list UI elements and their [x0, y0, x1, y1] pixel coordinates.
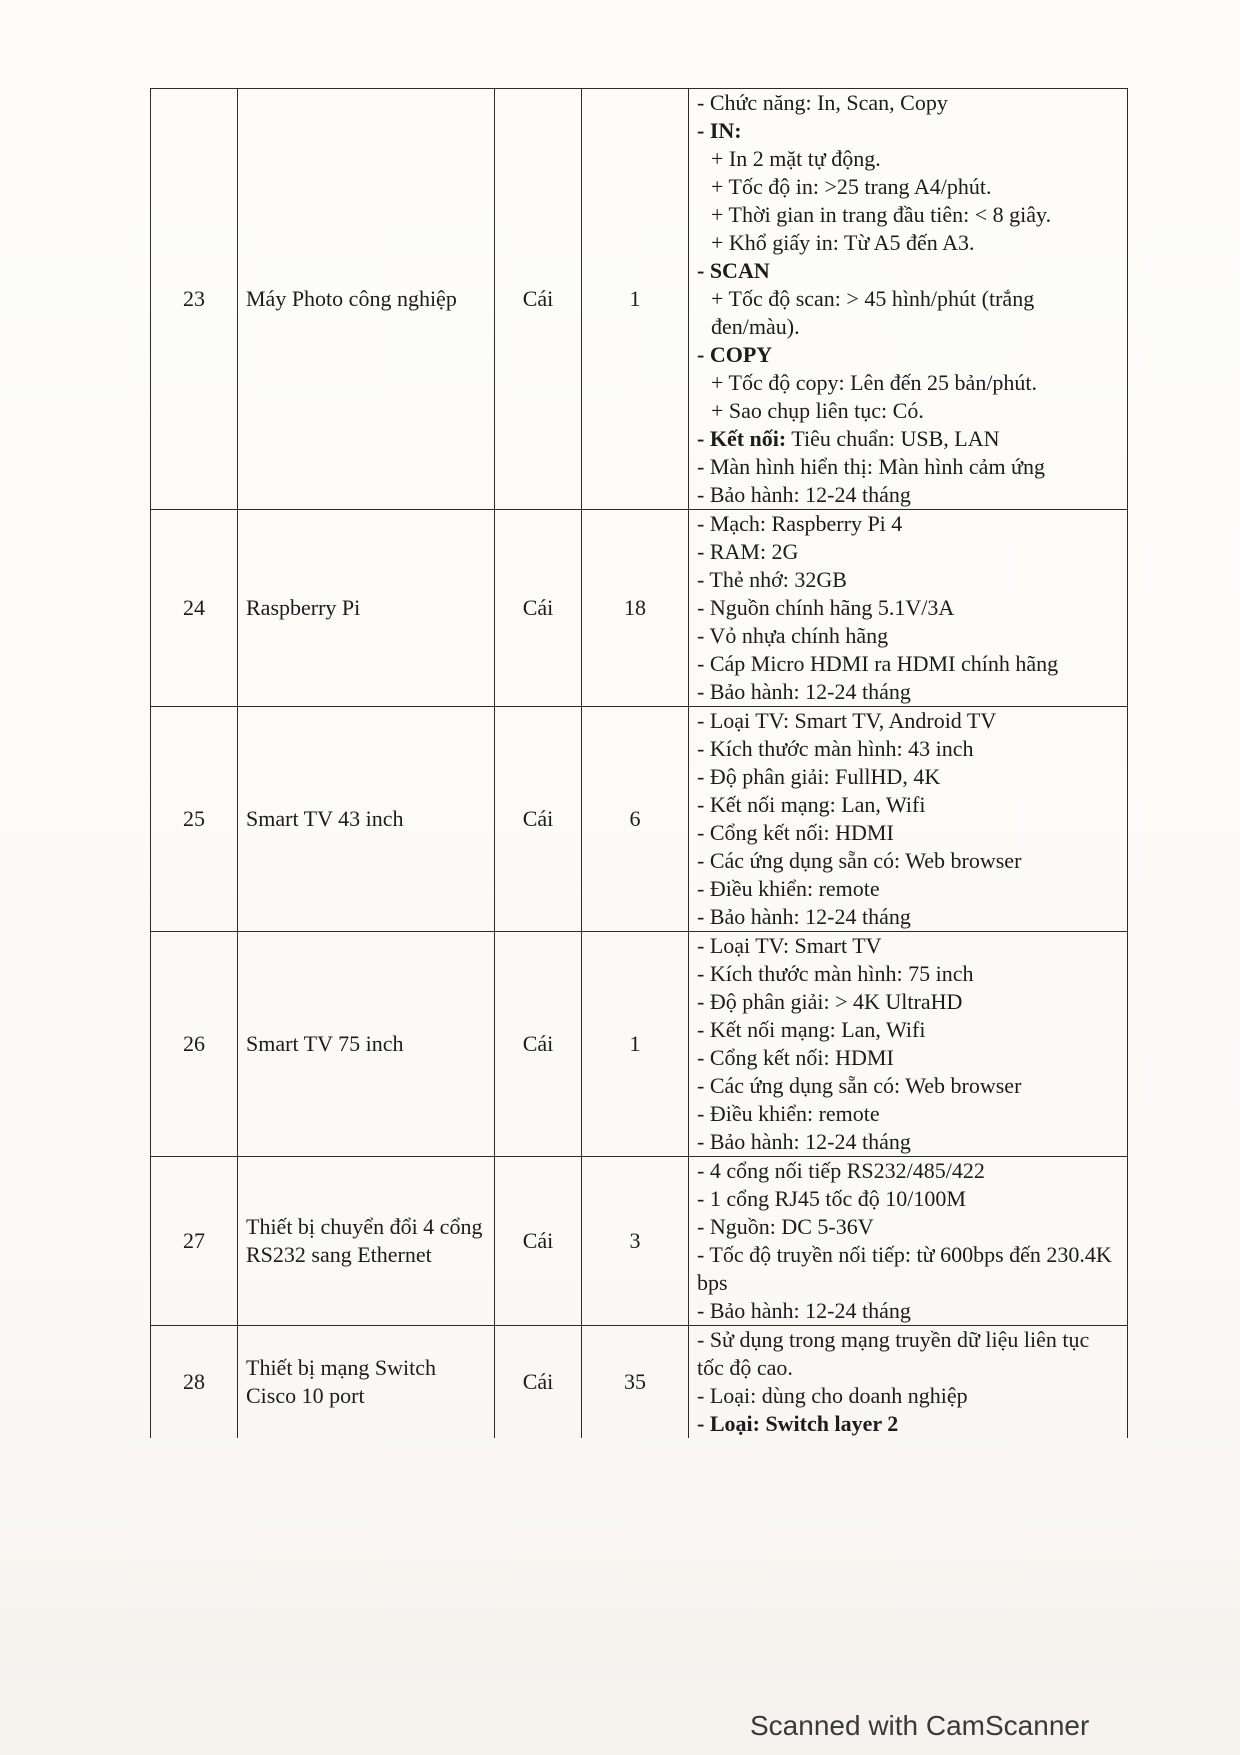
spec-line: - Kích thước màn hình: 75 inch [697, 961, 974, 986]
spec-line: - Bảo hành: 12-24 tháng [697, 482, 911, 507]
spec-line: - 1 cổng RJ45 tốc độ 10/100M [697, 1186, 966, 1211]
item-quantity: 1 [582, 89, 689, 510]
spec-line: - Sử dụng trong mạng truyền dữ liệu liên tục tốc độ cao. [697, 1327, 1090, 1380]
table-row [151, 1157, 1128, 1326]
spec-line: - Độ phân giải: FullHD, 4K [697, 764, 941, 789]
row-number: 23 [151, 89, 238, 510]
spec-line: + Tốc độ copy: Lên đến 25 bản/phút. [711, 370, 1038, 395]
row-number: 25 [151, 707, 238, 932]
item-name: Thiết bị mạng Switch Cisco 10 port [238, 1326, 495, 1439]
item-unit: Cái [495, 1326, 582, 1439]
item-name: Máy Photo công nghiệp [238, 89, 495, 510]
spec-line: - Nguồn: DC 5-36V [697, 1214, 874, 1239]
item-specification [689, 707, 1128, 932]
spec-line: - SCAN [697, 258, 770, 283]
spec-line: - COPY [697, 342, 773, 367]
spec-line: - Chức năng: In, Scan, Copy [697, 90, 948, 115]
item-quantity: 35 [582, 1326, 689, 1439]
spec-line: - 4 cổng nối tiếp RS232/485/422 [697, 1158, 985, 1183]
item-name: Smart TV 75 inch [238, 932, 495, 1157]
spec-line: + Thời gian in trang đầu tiên: < 8 giây. [711, 202, 1052, 227]
spec-line: + Sao chụp liên tục: Có. [711, 398, 924, 423]
spec-line: - Bảo hành: 12-24 tháng [697, 1298, 911, 1323]
equipment-spec-table [150, 88, 1128, 1438]
row-number: 26 [151, 932, 238, 1157]
table-row [151, 89, 1128, 510]
item-specification [689, 1157, 1128, 1326]
spec-line: - Kết nối mạng: Lan, Wifi [697, 792, 926, 817]
spec-line: - Màn hình hiển thị: Màn hình cảm ứng [697, 454, 1045, 479]
camscanner-watermark: Scanned with CamScanner [750, 1710, 1090, 1741]
spec-line: - Loại: dùng cho doanh nghiệp [697, 1383, 968, 1408]
item-quantity: 3 [582, 1157, 689, 1326]
item-unit: Cái [495, 1157, 582, 1326]
spec-line: + Tốc độ in: >25 trang A4/phút. [711, 174, 992, 199]
spec-line: - RAM: 2G [697, 539, 799, 564]
spec-line: - Kết nối mạng: Lan, Wifi [697, 1017, 926, 1042]
spec-line: - Thẻ nhớ: 32GB [697, 567, 847, 592]
row-number: 24 [151, 510, 238, 707]
spec-line: - Các ứng dụng sẵn có: Web browser [697, 1073, 1022, 1098]
item-quantity: 6 [582, 707, 689, 932]
spec-line: + Tốc độ scan: > 45 hình/phút (trắng đen/màu). [711, 286, 1035, 339]
spec-line: - Vỏ nhựa chính hãng [697, 623, 889, 648]
item-quantity: 18 [582, 510, 689, 707]
spec-line: - IN: [697, 118, 742, 143]
item-specification [689, 932, 1128, 1157]
item-unit: Cái [495, 510, 582, 707]
spec-line: + Khổ giấy in: Từ A5 đến A3. [711, 230, 975, 255]
table-row [151, 932, 1128, 1157]
item-name: Raspberry Pi [238, 510, 495, 707]
spec-line: - Nguồn chính hãng 5.1V/3A [697, 595, 955, 620]
spec-line: - Cổng kết nối: HDMI [697, 820, 894, 845]
item-specification [689, 89, 1128, 510]
spec-line: - Loại: Switch layer 2 [697, 1411, 899, 1436]
item-name: Thiết bị chuyển đổi 4 cổng RS232 sang Ethernet [238, 1157, 495, 1326]
spec-line: - Loại TV: Smart TV [697, 933, 882, 958]
table-row [151, 707, 1128, 932]
item-unit: Cái [495, 707, 582, 932]
item-unit: Cái [495, 932, 582, 1157]
spec-line: - Tốc độ truyền nối tiếp: từ 600bps đến 230.4K bps [697, 1242, 1112, 1295]
spec-line: - Các ứng dụng sẵn có: Web browser [697, 848, 1022, 873]
spec-line: - Bảo hành: 12-24 tháng [697, 904, 911, 929]
spec-line: - Độ phân giải: > 4K UltraHD [697, 989, 963, 1014]
spec-line: - Cáp Micro HDMI ra HDMI chính hãng [697, 651, 1059, 676]
spec-line: - Điều khiển: remote [697, 876, 880, 901]
item-specification [689, 510, 1128, 707]
spec-line: - Bảo hành: 12-24 tháng [697, 679, 911, 704]
table-row [151, 510, 1128, 707]
row-number: 28 [151, 1326, 238, 1439]
spec-line: - Kích thước màn hình: 43 inch [697, 736, 974, 761]
spec-line: - Điều khiển: remote [697, 1101, 880, 1126]
item-quantity: 1 [582, 932, 689, 1157]
spec-line: - Kết nối: Tiêu chuẩn: USB, LAN [697, 426, 1000, 451]
item-specification [689, 1326, 1128, 1439]
spec-line: + In 2 mặt tự động. [711, 146, 881, 171]
row-number: 27 [151, 1157, 238, 1326]
item-unit: Cái [495, 89, 582, 510]
spec-line: - Mạch: Raspberry Pi 4 [697, 511, 903, 536]
spec-line: - Bảo hành: 12-24 tháng [697, 1129, 911, 1154]
item-name: Smart TV 43 inch [238, 707, 495, 932]
spec-line: - Cổng kết nối: HDMI [697, 1045, 894, 1070]
table-row [151, 1326, 1128, 1439]
spec-line: - Loại TV: Smart TV, Android TV [697, 708, 997, 733]
